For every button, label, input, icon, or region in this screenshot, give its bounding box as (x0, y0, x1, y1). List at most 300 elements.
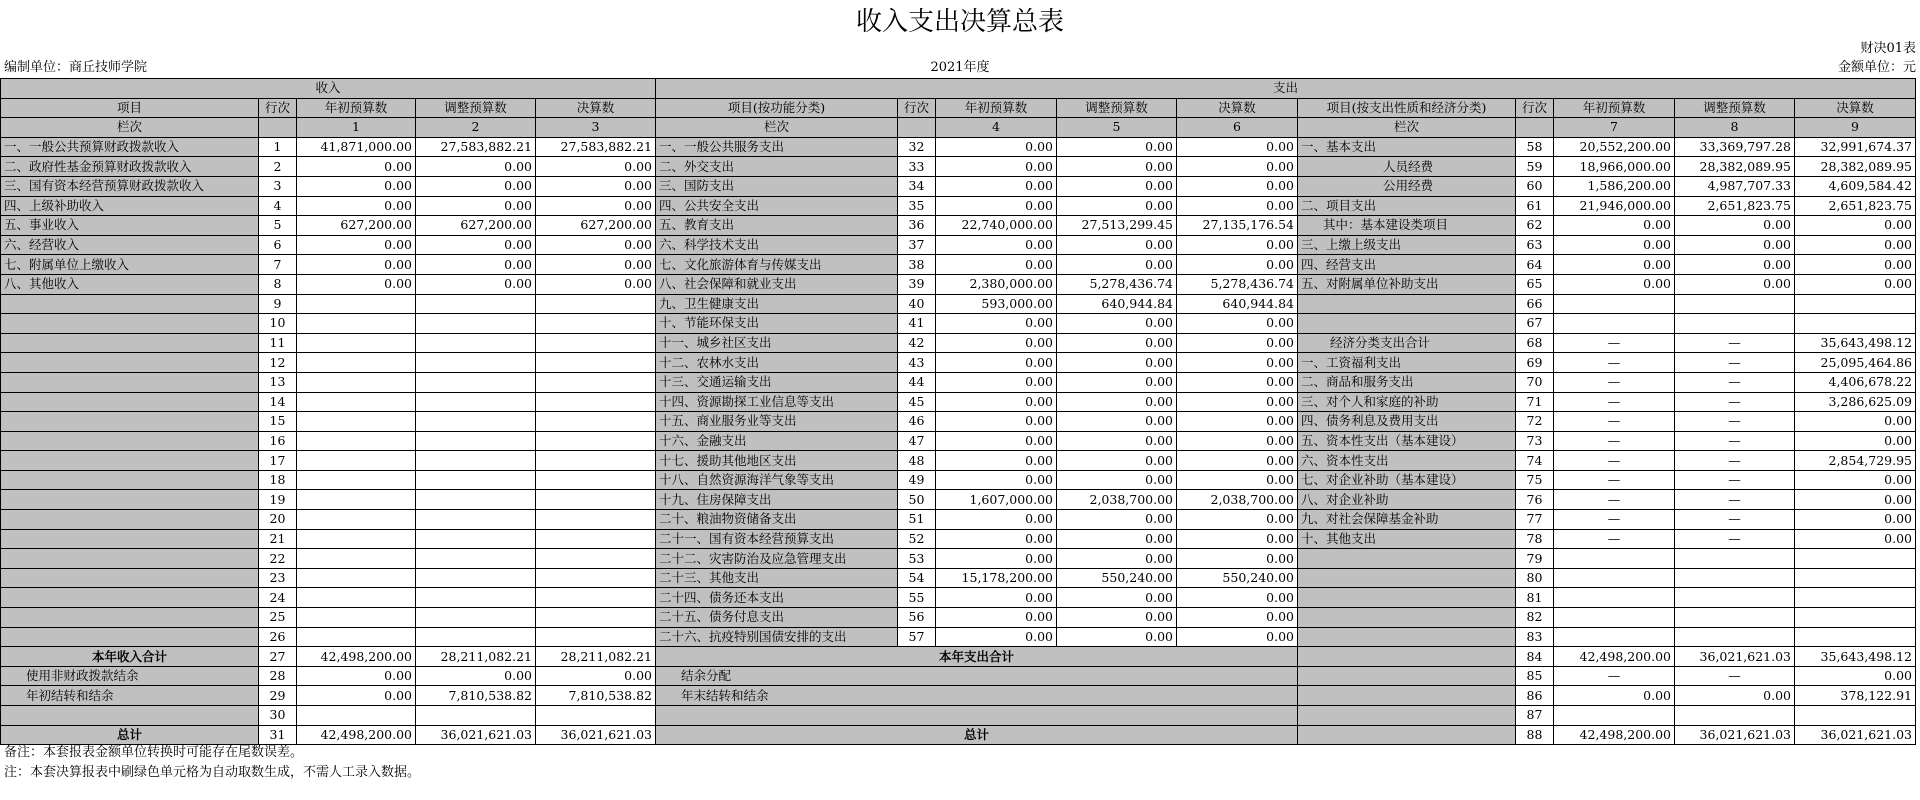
func-expense-item: 二十六、抗疫特别国债安排的支出 (656, 627, 898, 647)
func-expense-item: 十三、交通运输支出 (656, 372, 898, 392)
amount-cell: 0.00 (297, 274, 416, 294)
func-expense-item: 二十二、灾害防治及应急管理支出 (656, 549, 898, 569)
lanci-1: 1 (297, 118, 416, 138)
amount-cell: — (1554, 666, 1675, 686)
row-no: 11 (259, 333, 297, 353)
lanci-empty (259, 118, 297, 138)
func-expense-item: 五、教育支出 (656, 216, 898, 236)
table-row (1, 216, 1916, 236)
amount-cell: 28,211,082.21 (416, 647, 536, 667)
amount-cell (1795, 588, 1916, 608)
footnote-auto-cells: 注：本套决算报表中刷绿色单元格为自动取数生成，不需人工录入数据。 (4, 765, 421, 780)
row-no: 83 (1516, 627, 1554, 647)
amount-cell: 33,369,797.28 (1675, 137, 1795, 157)
row-no: 78 (1516, 529, 1554, 549)
table-row (1, 412, 1916, 432)
amount-cell (416, 294, 536, 314)
amount-cell: 0.00 (1177, 255, 1298, 275)
lanci-label: 栏次 (1298, 118, 1516, 138)
amount-cell: 0.00 (1554, 235, 1675, 255)
amount-cell: 0.00 (1177, 608, 1298, 628)
lanci-4: 4 (936, 118, 1057, 138)
table-row (1, 157, 1916, 177)
econ-expense-item: 五、对附属单位补助支出 (1298, 274, 1516, 294)
expense-header: 支出 (656, 79, 1916, 99)
amount-cell: 27,135,176.54 (1177, 216, 1298, 236)
amount-cell: 0.00 (1177, 196, 1298, 216)
amount-cell: 0.00 (416, 176, 536, 196)
amount-cell (297, 706, 416, 726)
func-expense-item: 七、文化旅游体育与传媒支出 (656, 255, 898, 275)
row-no: 38 (898, 255, 936, 275)
row-no: 69 (1516, 353, 1554, 373)
amount-cell: 25,095,464.86 (1795, 353, 1916, 373)
amount-cell: 27,583,882.21 (416, 137, 536, 157)
amount-cell (1795, 568, 1916, 588)
amount-cell: 0.00 (936, 608, 1057, 628)
amount-cell: 0.00 (1675, 235, 1795, 255)
amount-cell: 36,021,621.03 (536, 725, 656, 745)
amount-cell: 0.00 (536, 255, 656, 275)
econ-expense-item (1298, 588, 1516, 608)
income-item (1, 372, 259, 392)
func-expense-item: 十八、自然资源海洋气象等支出 (656, 470, 898, 490)
amount-cell (536, 412, 656, 432)
amount-cell: 0.00 (1795, 274, 1916, 294)
amount-cell: 2,038,700.00 (1057, 490, 1177, 510)
amount-cell (416, 588, 536, 608)
econ-expense-item: 二、项目支出 (1298, 196, 1516, 216)
amount-cell (297, 333, 416, 353)
econ-expense-item: 十、其他支出 (1298, 529, 1516, 549)
amount-cell: 0.00 (1177, 412, 1298, 432)
amount-cell: 550,240.00 (1057, 568, 1177, 588)
amount-cell: 4,609,584.42 (1795, 176, 1916, 196)
row-no: 42 (898, 333, 936, 353)
amount-cell (536, 490, 656, 510)
func-expense-item: 十二、农林水支出 (656, 353, 898, 373)
amount-cell (1795, 627, 1916, 647)
amount-cell: 0.00 (1177, 137, 1298, 157)
col-final: 决算数 (536, 98, 656, 118)
row-no: 2 (259, 157, 297, 177)
income-summary-label: 本年收入合计 (1, 647, 259, 667)
amount-cell (416, 372, 536, 392)
amount-cell (1554, 549, 1675, 569)
table-row (1, 255, 1916, 275)
econ-expense-item (1298, 568, 1516, 588)
amount-cell (416, 412, 536, 432)
amount-cell: 0.00 (1057, 510, 1177, 530)
amount-cell: 42,498,200.00 (297, 725, 416, 745)
income-item (1, 412, 259, 432)
amount-cell: 0.00 (1795, 431, 1916, 451)
amount-cell (416, 470, 536, 490)
amount-cell (1795, 294, 1916, 314)
income-item (1, 588, 259, 608)
econ-blank (1298, 666, 1516, 686)
income-item: 八、其他收入 (1, 274, 259, 294)
amount-cell: 0.00 (1057, 431, 1177, 451)
econ-expense-item: 一、工资福利支出 (1298, 353, 1516, 373)
table-row (1, 627, 1916, 647)
amount-cell: — (1554, 353, 1675, 373)
amount-cell: 2,651,823.75 (1795, 196, 1916, 216)
amount-cell: 0.00 (1177, 333, 1298, 353)
amount-cell: 41,871,000.00 (297, 137, 416, 157)
amount-cell: — (1554, 333, 1675, 353)
amount-cell: 0.00 (1795, 216, 1916, 236)
row-no: 81 (1516, 588, 1554, 608)
lanci-empty (898, 118, 936, 138)
func-expense-item: 十一、城乡社区支出 (656, 333, 898, 353)
lanci-5: 5 (1057, 118, 1177, 138)
amount-cell: 0.00 (1057, 333, 1177, 353)
amount-cell (536, 706, 656, 726)
amount-cell: 28,382,089.95 (1795, 157, 1916, 177)
econ-blank (1298, 647, 1516, 667)
row-no: 24 (259, 588, 297, 608)
table-row (1, 470, 1916, 490)
func-expense-item: 六、科学技术支出 (656, 235, 898, 255)
amount-cell: 15,178,200.00 (936, 568, 1057, 588)
row-no: 37 (898, 235, 936, 255)
row-no: 31 (259, 725, 297, 745)
econ-expense-item: 四、债务利息及费用支出 (1298, 412, 1516, 432)
table-row (1, 314, 1916, 334)
amount-cell: 0.00 (936, 314, 1057, 334)
amount-cell (416, 568, 536, 588)
income-item: 二、政府性基金预算财政拨款收入 (1, 157, 259, 177)
income-item (1, 549, 259, 569)
amount-cell (1554, 608, 1675, 628)
amount-cell (297, 431, 416, 451)
lanci-3: 3 (536, 118, 656, 138)
amount-cell: 0.00 (1057, 235, 1177, 255)
amount-cell (297, 608, 416, 628)
amount-cell: 2,380,000.00 (936, 274, 1057, 294)
amount-cell (416, 608, 536, 628)
row-no: 74 (1516, 451, 1554, 471)
expense-summary-label: 本年支出合计 (656, 647, 1298, 667)
row-no: 36 (898, 216, 936, 236)
amount-cell: 0.00 (1177, 314, 1298, 334)
col-final: 决算数 (1795, 98, 1916, 118)
amount-cell: — (1675, 372, 1795, 392)
amount-cell (1675, 314, 1795, 334)
econ-expense-item: 其中：基本建设类项目 (1298, 216, 1516, 236)
amount-cell: 0.00 (936, 372, 1057, 392)
amount-cell: 22,740,000.00 (936, 216, 1057, 236)
row-no: 33 (898, 157, 936, 177)
amount-cell: 35,643,498.12 (1795, 333, 1916, 353)
row-no: 54 (898, 568, 936, 588)
amount-cell: 0.00 (1057, 608, 1177, 628)
amount-cell: 0.00 (1177, 157, 1298, 177)
func-expense-item: 四、公共安全支出 (656, 196, 898, 216)
amount-cell: 0.00 (416, 196, 536, 216)
row-no: 10 (259, 314, 297, 334)
row-no: 46 (898, 412, 936, 432)
amount-cell: 640,944.84 (1057, 294, 1177, 314)
amount-cell: 0.00 (1554, 255, 1675, 275)
table-row (1, 333, 1916, 353)
row-no: 18 (259, 470, 297, 490)
amount-cell: 0.00 (1057, 196, 1177, 216)
amount-cell: 0.00 (297, 686, 416, 706)
func-expense-item: 二十一、国有资本经营预算支出 (656, 529, 898, 549)
amount-cell (297, 470, 416, 490)
row-no: 4 (259, 196, 297, 216)
header-row-columns (1, 98, 1916, 118)
table-row (1, 588, 1916, 608)
amount-cell: 0.00 (297, 196, 416, 216)
amount-cell (1554, 314, 1675, 334)
amount-cell: 0.00 (1057, 314, 1177, 334)
amount-cell (1554, 706, 1675, 726)
amount-cell: 0.00 (936, 510, 1057, 530)
amount-cell: 0.00 (1177, 627, 1298, 647)
econ-expense-item: 经济分类支出合计 (1298, 333, 1516, 353)
amount-cell: 0.00 (1554, 686, 1675, 706)
econ-expense-item: 三、上缴上级支出 (1298, 235, 1516, 255)
amount-cell: 0.00 (936, 588, 1057, 608)
income-item (1, 470, 259, 490)
amount-cell: 0.00 (936, 627, 1057, 647)
row-no: 85 (1516, 666, 1554, 686)
amount-cell: 627,200.00 (536, 216, 656, 236)
amount-cell: 0.00 (1057, 470, 1177, 490)
amount-cell: — (1554, 372, 1675, 392)
amount-cell: 28,382,089.95 (1675, 157, 1795, 177)
row-no: 88 (1516, 725, 1554, 745)
amount-cell: 0.00 (416, 157, 536, 177)
row-no: 60 (1516, 176, 1554, 196)
econ-expense-item: 一、基本支出 (1298, 137, 1516, 157)
amount-cell: 0.00 (1177, 510, 1298, 530)
lanci-empty (1516, 118, 1554, 138)
amount-cell: 0.00 (416, 235, 536, 255)
amount-cell: 0.00 (936, 157, 1057, 177)
amount-cell: — (1554, 529, 1675, 549)
row-no: 27 (259, 647, 297, 667)
amount-cell: 3,286,625.09 (1795, 392, 1916, 412)
amount-cell: 0.00 (416, 255, 536, 275)
col-row-no: 行次 (898, 98, 936, 118)
amount-cell (536, 510, 656, 530)
amount-cell: 20,552,200.00 (1554, 137, 1675, 157)
income-summary-label: 使用非财政拨款结余 (1, 666, 259, 686)
amount-cell: 0.00 (416, 274, 536, 294)
amount-cell: 627,200.00 (297, 216, 416, 236)
summary-row (1, 666, 1916, 686)
income-summary-label: 年初结转和结余 (1, 686, 259, 706)
col-econ-item: 项目(按支出性质和经济分类) (1298, 98, 1516, 118)
amount-cell: 0.00 (297, 157, 416, 177)
amount-cell (297, 588, 416, 608)
col-row-no: 行次 (1516, 98, 1554, 118)
amount-cell: 0.00 (936, 255, 1057, 275)
report-title: 收入支出决算总表 (855, 7, 1064, 37)
func-expense-item: 二十四、债务还本支出 (656, 588, 898, 608)
amount-cell: 0.00 (1795, 490, 1916, 510)
amount-cell: 42,498,200.00 (1554, 725, 1675, 745)
row-no: 26 (259, 627, 297, 647)
row-no: 58 (1516, 137, 1554, 157)
amount-cell: 36,021,621.03 (1675, 725, 1795, 745)
col-final: 决算数 (1177, 98, 1298, 118)
amount-cell: 0.00 (297, 255, 416, 275)
lanci-label: 栏次 (1, 118, 259, 138)
amount-cell: 0.00 (936, 137, 1057, 157)
amount-cell (1675, 588, 1795, 608)
econ-expense-item: 六、资本性支出 (1298, 451, 1516, 471)
amount-cell: 0.00 (1675, 686, 1795, 706)
row-no: 9 (259, 294, 297, 314)
amount-cell: 36,021,621.03 (1795, 725, 1916, 745)
income-summary-label (1, 706, 259, 726)
func-expense-item: 十七、援助其他地区支出 (656, 451, 898, 471)
amount-cell (536, 568, 656, 588)
row-no: 28 (259, 666, 297, 686)
amount-cell (536, 372, 656, 392)
row-no: 59 (1516, 157, 1554, 177)
lanci-9: 9 (1795, 118, 1916, 138)
amount-cell: 0.00 (1057, 588, 1177, 608)
econ-blank (1298, 686, 1516, 706)
amount-cell (536, 314, 656, 334)
col-adjusted: 调整预算数 (416, 98, 536, 118)
amount-cell: 2,038,700.00 (1177, 490, 1298, 510)
header-row-lanci (1, 118, 1916, 138)
row-no: 79 (1516, 549, 1554, 569)
amount-cell: 0.00 (936, 353, 1057, 373)
amount-cell: — (1554, 392, 1675, 412)
amount-cell: 5,278,436.74 (1177, 274, 1298, 294)
amount-cell: 0.00 (936, 392, 1057, 412)
amount-cell: 0.00 (936, 196, 1057, 216)
amount-cell: 0.00 (936, 529, 1057, 549)
row-no: 68 (1516, 333, 1554, 353)
row-no: 17 (259, 451, 297, 471)
amount-cell: 0.00 (536, 157, 656, 177)
amount-cell: 0.00 (1795, 510, 1916, 530)
amount-cell (297, 314, 416, 334)
row-no: 77 (1516, 510, 1554, 530)
row-no: 20 (259, 510, 297, 530)
row-no: 61 (1516, 196, 1554, 216)
amount-cell: 2,651,823.75 (1675, 196, 1795, 216)
amount-cell: 0.00 (1057, 412, 1177, 432)
row-no: 44 (898, 372, 936, 392)
amount-cell: 0.00 (297, 666, 416, 686)
table-row (1, 176, 1916, 196)
summary-row (1, 725, 1916, 745)
row-no: 22 (259, 549, 297, 569)
row-no: 84 (1516, 647, 1554, 667)
amount-cell (416, 627, 536, 647)
row-no: 7 (259, 255, 297, 275)
amount-cell: 0.00 (936, 470, 1057, 490)
row-no: 41 (898, 314, 936, 334)
row-no: 29 (259, 686, 297, 706)
income-item (1, 568, 259, 588)
amount-cell: 0.00 (1795, 412, 1916, 432)
income-item (1, 392, 259, 412)
lanci-label: 栏次 (656, 118, 898, 138)
row-no: 15 (259, 412, 297, 432)
reporting-unit: 编制单位：商丘技师学院 (4, 60, 148, 75)
row-no: 5 (259, 216, 297, 236)
amount-cell (297, 490, 416, 510)
row-no: 3 (259, 176, 297, 196)
amount-cell (1554, 568, 1675, 588)
fiscal-year: 2021年度 (930, 60, 990, 75)
row-no: 75 (1516, 470, 1554, 490)
amount-cell: — (1675, 470, 1795, 490)
row-no: 43 (898, 353, 936, 373)
row-no: 71 (1516, 392, 1554, 412)
row-no: 86 (1516, 686, 1554, 706)
amount-cell: 0.00 (297, 235, 416, 255)
econ-expense-item: 八、对企业补助 (1298, 490, 1516, 510)
econ-expense-item (1298, 627, 1516, 647)
row-no: 67 (1516, 314, 1554, 334)
amount-cell: — (1675, 333, 1795, 353)
income-item: 六、经营收入 (1, 235, 259, 255)
row-no: 72 (1516, 412, 1554, 432)
amount-cell (416, 333, 536, 353)
amount-cell: — (1675, 353, 1795, 373)
econ-expense-item (1298, 314, 1516, 334)
amount-cell: 0.00 (1177, 549, 1298, 569)
row-no: 82 (1516, 608, 1554, 628)
row-no: 57 (898, 627, 936, 647)
row-no: 51 (898, 510, 936, 530)
row-no: 14 (259, 392, 297, 412)
econ-expense-item: 三、对个人和家庭的补助 (1298, 392, 1516, 412)
amount-cell (1795, 706, 1916, 726)
amount-cell (536, 549, 656, 569)
expense-summary-label: 结余分配 (656, 666, 1298, 686)
amount-cell (297, 627, 416, 647)
econ-expense-item: 四、经营支出 (1298, 255, 1516, 275)
econ-blank (1298, 706, 1516, 726)
amount-cell: 36,021,621.03 (1675, 647, 1795, 667)
col-initial: 年初预算数 (1554, 98, 1675, 118)
amount-cell: 0.00 (936, 431, 1057, 451)
func-expense-item: 十五、商业服务业等支出 (656, 412, 898, 432)
econ-expense-item: 公用经费 (1298, 176, 1516, 196)
lanci-7: 7 (1554, 118, 1675, 138)
amount-cell: 0.00 (1675, 255, 1795, 275)
func-expense-item: 十六、金融支出 (656, 431, 898, 451)
amount-cell: 0.00 (1177, 235, 1298, 255)
income-item (1, 451, 259, 471)
amount-cell: 0.00 (1057, 137, 1177, 157)
table-row (1, 431, 1916, 451)
table-row (1, 451, 1916, 471)
amount-cell (416, 392, 536, 412)
row-no: 30 (259, 706, 297, 726)
amount-cell: 0.00 (1057, 392, 1177, 412)
econ-expense-item (1298, 608, 1516, 628)
amount-cell: 0.00 (1057, 255, 1177, 275)
amount-cell (297, 294, 416, 314)
row-no: 34 (898, 176, 936, 196)
amount-cell: 0.00 (536, 235, 656, 255)
amount-cell: 42,498,200.00 (297, 647, 416, 667)
